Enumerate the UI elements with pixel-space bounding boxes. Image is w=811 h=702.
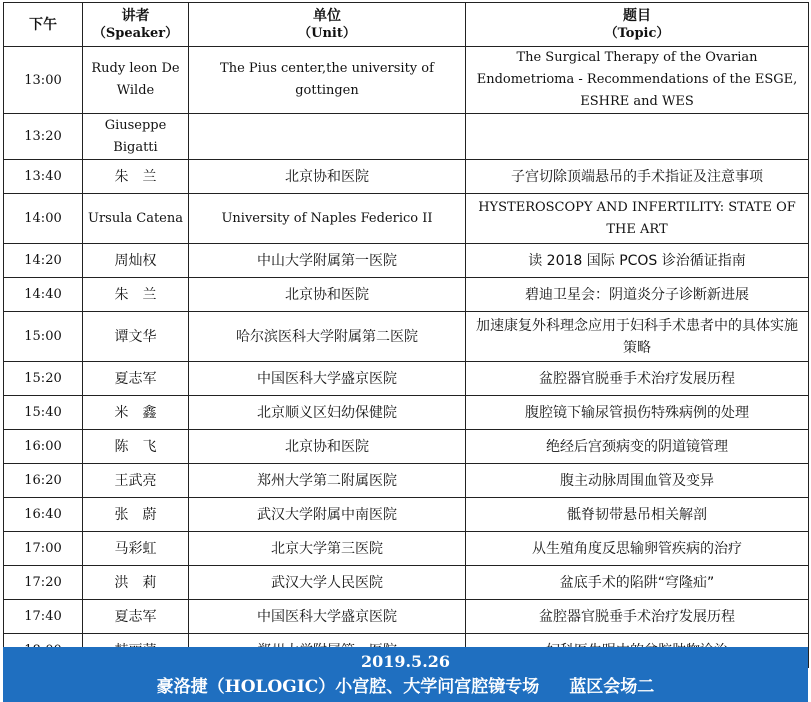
table-row	[4, 47, 809, 114]
topic-cell: 从生殖角度反思输卵管疾病的治疗	[466, 532, 809, 566]
header-unit: 单位 （Unit）	[189, 3, 466, 47]
topic-cell: 读 2018 国际 PCOS 诊治循证指南	[466, 244, 809, 278]
table-row	[4, 464, 809, 498]
session-banner	[3, 647, 808, 702]
speaker-cell: 夏志军	[83, 600, 189, 634]
table-row	[4, 194, 809, 244]
time-cell: 15:20	[4, 362, 83, 396]
topic-cell	[466, 114, 809, 160]
schedule-table	[3, 2, 809, 668]
topic-cell: 盆底手术的陷阱“穹隆疝”	[466, 566, 809, 600]
unit-cell: University of Naples Federico II	[189, 194, 466, 244]
unit-cell: 中国医科大学盛京医院	[189, 362, 466, 396]
unit-cell: The Pius center,the university of gottingen	[189, 47, 466, 114]
unit-cell: 北京顺义区妇幼保健院	[189, 396, 466, 430]
header-row	[4, 3, 809, 47]
table-row	[4, 160, 809, 194]
time-cell: 16:40	[4, 498, 83, 532]
topic-cell: The Surgical Therapy of the Ovarian Endometrioma - Recommendations of the ESGE, ESHRE and WES	[466, 47, 809, 114]
time-cell: 14:00	[4, 194, 83, 244]
topic-cell: 碧迪卫星会：阴道炎分子诊断新进展	[466, 278, 809, 312]
session-venue: 蓝区会场二	[569, 677, 655, 697]
header-topic: 题目 （Topic）	[466, 3, 809, 47]
topic-cell: 子宫切除顶端悬吊的手术指证及注意事项	[466, 160, 809, 194]
speaker-cell: 米 鑫	[83, 396, 189, 430]
topic-cell: 绝经后宫颈病变的阴道镜管理	[466, 430, 809, 464]
time-cell: 13:40	[4, 160, 83, 194]
topic-cell: 盆腔器官脱垂手术治疗发展历程	[466, 362, 809, 396]
topic-cell: HYSTEROSCOPY AND INFERTILITY: STATE OF THE ART	[466, 194, 809, 244]
speaker-cell: Giuseppe Bigatti	[83, 114, 189, 160]
header-speaker: 讲者 （Speaker）	[83, 3, 189, 47]
speaker-cell: 陈 飞	[83, 430, 189, 464]
speaker-cell: 夏志军	[83, 362, 189, 396]
time-cell: 17:00	[4, 532, 83, 566]
header-time: 下午	[4, 3, 83, 47]
speaker-cell: 周灿权	[83, 244, 189, 278]
unit-cell: 北京协和医院	[189, 430, 466, 464]
speaker-cell: 谭文华	[83, 312, 189, 362]
table-row	[4, 114, 809, 160]
time-cell: 16:20	[4, 464, 83, 498]
time-cell: 16:00	[4, 430, 83, 464]
speaker-cell: 张 蔚	[83, 498, 189, 532]
table-row	[4, 244, 809, 278]
unit-cell: 北京协和医院	[189, 278, 466, 312]
time-cell: 15:40	[4, 396, 83, 430]
table-row	[4, 430, 809, 464]
unit-cell: 郑州大学第二附属医院	[189, 464, 466, 498]
speaker-cell: 朱 兰	[83, 278, 189, 312]
unit-cell	[189, 114, 466, 160]
table-row	[4, 600, 809, 634]
session-date: 2019.5.26	[360, 652, 451, 671]
time-cell: 14:20	[4, 244, 83, 278]
topic-cell: 加速康复外科理念应用于妇科手术患者中的具体实施策略	[466, 312, 809, 362]
speaker-cell: 朱 兰	[83, 160, 189, 194]
table-row	[4, 498, 809, 532]
time-cell: 15:00	[4, 312, 83, 362]
speaker-cell: 王武亮	[83, 464, 189, 498]
time-cell: 17:40	[4, 600, 83, 634]
time-cell: 17:20	[4, 566, 83, 600]
speaker-cell: 洪 莉	[83, 566, 189, 600]
unit-cell: 中山大学附属第一医院	[189, 244, 466, 278]
topic-cell: 腹主动脉周围血管及变异	[466, 464, 809, 498]
time-cell: 14:40	[4, 278, 83, 312]
speaker-cell: 马彩虹	[83, 532, 189, 566]
topic-cell: 骶脊韧带悬吊相关解剖	[466, 498, 809, 532]
unit-cell: 北京协和医院	[189, 160, 466, 194]
table-row	[4, 312, 809, 362]
table-row	[4, 362, 809, 396]
time-cell: 13:20	[4, 114, 83, 160]
topic-cell: 盆腔器官脱垂手术治疗发展历程	[466, 600, 809, 634]
table-row	[4, 396, 809, 430]
unit-cell: 武汉大学附属中南医院	[189, 498, 466, 532]
unit-cell: 武汉大学人民医院	[189, 566, 466, 600]
session-title-line	[3, 674, 808, 700]
topic-cell: 腹腔镜下输尿管损伤特殊病例的处理	[466, 396, 809, 430]
table-row	[4, 566, 809, 600]
unit-cell: 哈尔滨医科大学附属第二医院	[189, 312, 466, 362]
speaker-cell: Rudy leon De Wilde	[83, 47, 189, 114]
session-title: 豪洛捷（HOLOGIC）小宫腔、大学问宫腔镜专场	[156, 677, 540, 697]
speaker-cell: Ursula Catena	[83, 194, 189, 244]
unit-cell: 北京大学第三医院	[189, 532, 466, 566]
unit-cell: 中国医科大学盛京医院	[189, 600, 466, 634]
table-row	[4, 278, 809, 312]
time-cell: 13:00	[4, 47, 83, 114]
table-row	[4, 532, 809, 566]
